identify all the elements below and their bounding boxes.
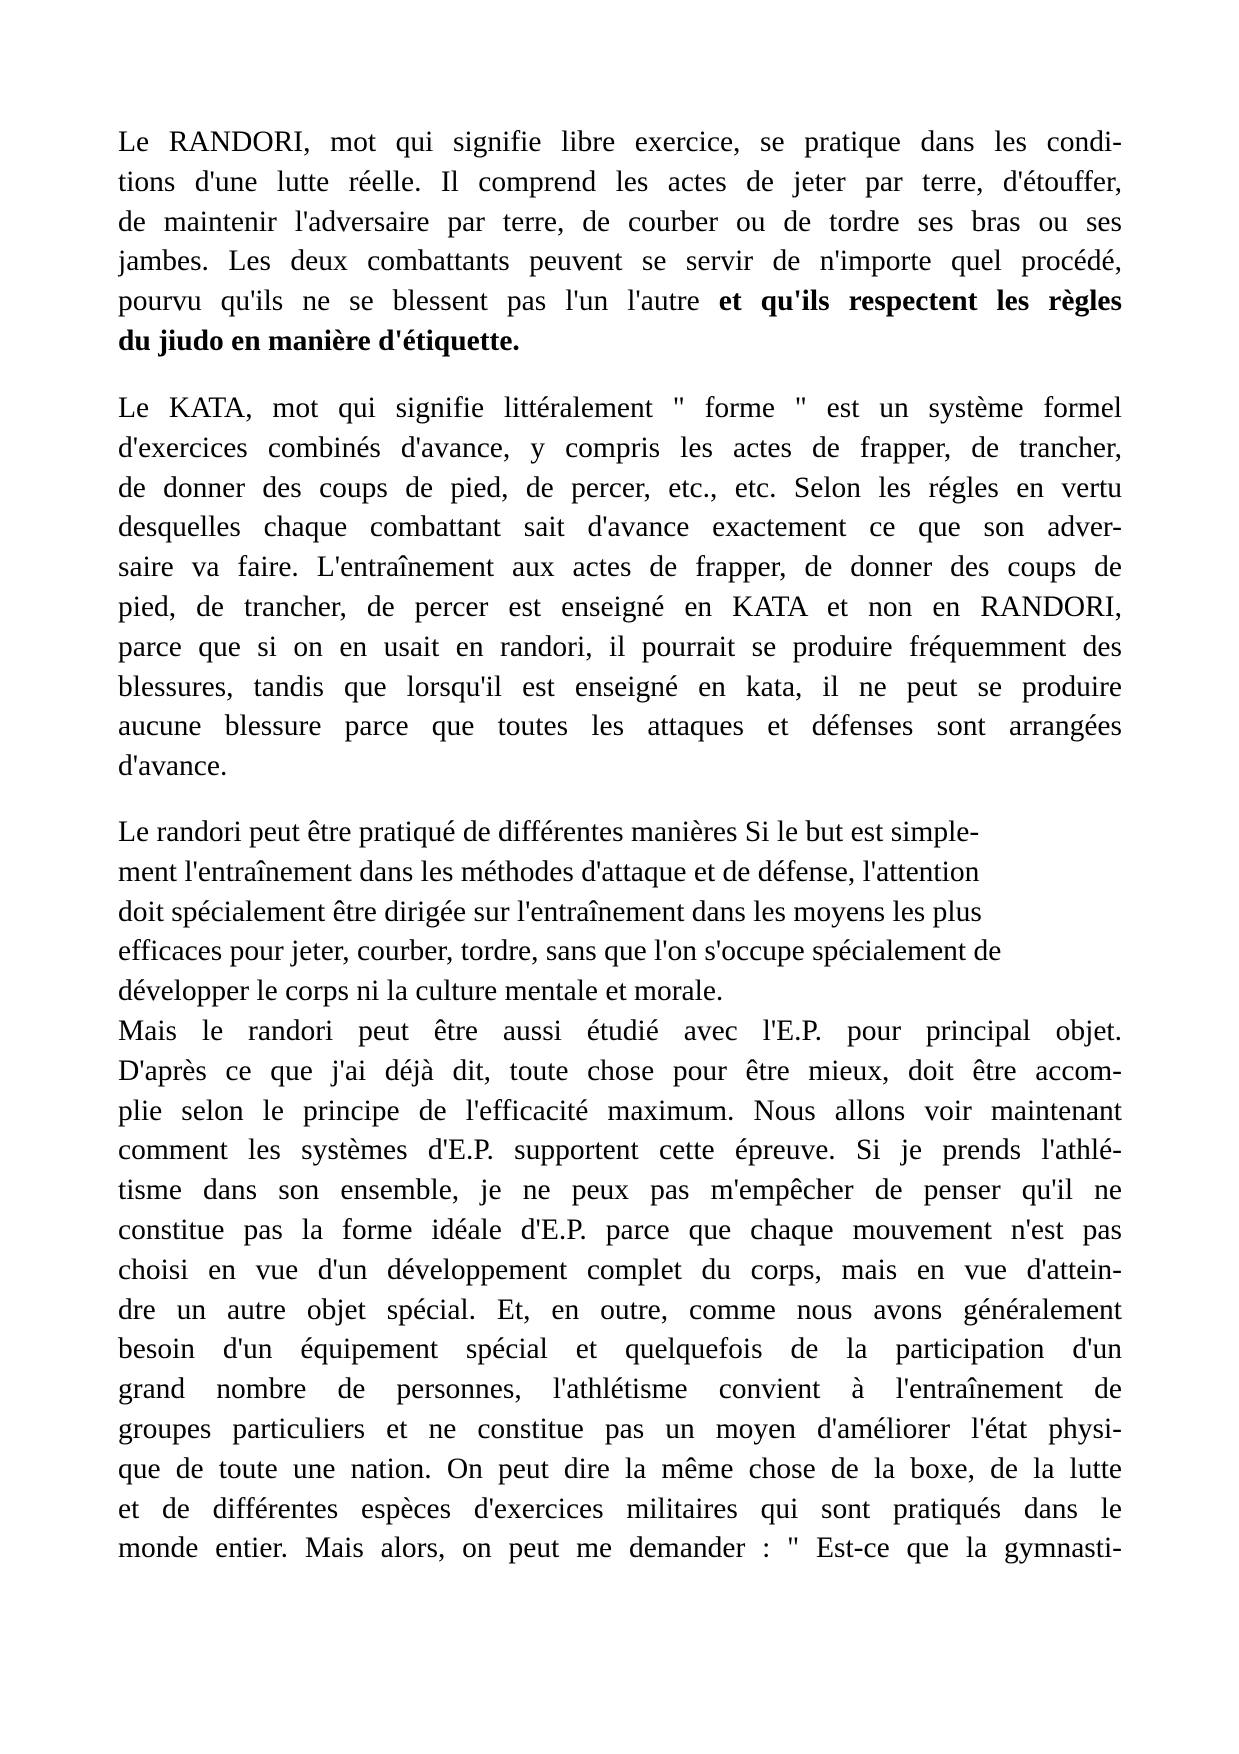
text-line (118, 1410, 1122, 1450)
text-line (118, 1211, 1122, 1251)
text-line (118, 389, 1122, 429)
text-line (118, 429, 1122, 469)
text-line (118, 1529, 1122, 1569)
text-line-content: monde entier. Mais alors, on peut me demander : " Est-ce que la gymnasti- (118, 1532, 1122, 1565)
text-line-content: Le randori peut être pratiqué de différentes manières Si le but est simple- (118, 816, 980, 848)
text-line (118, 469, 1122, 509)
text-line-content: pourvu qu'ils ne se blessent pas l'un l'autre (118, 285, 719, 318)
text-line (118, 1052, 1122, 1092)
text-line (118, 163, 1122, 203)
text-line-content: que de toute une nation. On peut dire la même chose de la boxe, de la lutte (118, 1452, 1122, 1485)
text-line (118, 1370, 1122, 1410)
bold-text: et qu'ils respectent les règles (718, 285, 1122, 318)
text-line (118, 707, 1122, 747)
text-line-content: comment les systèmes d'E.P. supportent cette épreuve. Si je prends l'athlé- (118, 1134, 1122, 1167)
text-line (118, 588, 1122, 628)
text-line-content: tions d'une lutte réelle. Il comprend les actes de jeter par terre, d'étouffer, (118, 165, 1122, 198)
text-line (118, 1012, 1122, 1052)
text-line-content: tisme dans son ensemble, je ne peux pas m'empêcher de penser qu'il ne (118, 1174, 1122, 1207)
text-line (118, 813, 1122, 853)
text-line (118, 1450, 1122, 1490)
text-line-content: Le RANDORI, mot qui signifie libre exercice, se pratique dans les condi- (118, 126, 1122, 158)
bold-text: du jiudo en manière d'étiquette. (118, 324, 520, 357)
text-line (118, 893, 1122, 933)
text-line-content: pied, de trancher, de percer est enseigné en KATA et non en RANDORI, (118, 590, 1122, 623)
text-line-content: d'exercices combinés d'avance, y compris les actes de frapper, de trancher, (118, 431, 1122, 464)
text-line (118, 548, 1122, 588)
text-line (118, 668, 1122, 708)
text-line (118, 1251, 1122, 1291)
text-line (118, 747, 1122, 787)
text-line (118, 1490, 1122, 1530)
text-line (118, 242, 1122, 282)
text-line-content: blessures, tandis que lorsqu'il est enseigné en kata, il ne peut se produire (118, 670, 1122, 703)
text-line-content: besoin d'un équipement spécial et quelquefois de la participation d'un (118, 1333, 1122, 1366)
text-line-content: aucune blessure parce que toutes les attaques et défenses sont arrangées (118, 710, 1122, 743)
text-line-content: développer le corps ni la culture mentale et morale. (118, 975, 724, 1008)
text-line-content: saire va faire. L'entraînement aux actes de frapper, de donner des coups de (118, 551, 1122, 584)
text-line-content: groupes particuliers et ne constitue pas un moyen d'améliorer l'état physi- (118, 1412, 1122, 1445)
text-line (118, 932, 1122, 972)
text-line (118, 203, 1122, 243)
text-line-content: Mais le randori peut être aussi étudié avec l'E.P. pour principal objet. (118, 1014, 1122, 1047)
text-line-content: de donner des coups de pied, de percer, etc., etc. Selon les régles en vertu (118, 471, 1122, 504)
text-line-content: parce que si on en usait en randori, il pourrait se produire fréquemment des (118, 630, 1122, 663)
text-line-content: choisi en vue d'un développement complet du corps, mais en vue d'attein- (118, 1253, 1122, 1286)
text-line (118, 853, 1122, 893)
text-line-content: D'après ce que j'ai déjà dit, toute chose pour être mieux, doit être accom- (118, 1054, 1122, 1087)
text-line (118, 1092, 1122, 1132)
text-line (118, 1291, 1122, 1331)
text-line-content: jambes. Les deux combattants peuvent se servir de n'importe quel procédé, (118, 245, 1122, 278)
paragraph-randori-definition (118, 123, 1122, 362)
text-line (118, 972, 1122, 1012)
text-line-content: ment l'entraînement dans les méthodes d'attaque et de défense, l'attention (118, 855, 980, 888)
text-line (118, 322, 1122, 362)
text-line-content: d'avance. (118, 750, 228, 783)
text-line (118, 1171, 1122, 1211)
text-line-content: dre un autre objet spécial. Et, en outre, comme nous avons généralement (118, 1293, 1122, 1326)
text-line-content: desquelles chaque combattant sait d'avance exactement ce que son adver- (118, 511, 1122, 544)
text-line (118, 1330, 1122, 1370)
text-line-content: Le KATA, mot qui signifie littéralement " forme " est un système formel (118, 392, 1122, 424)
paragraph-randori-practice (118, 813, 1122, 1569)
text-line (118, 508, 1122, 548)
text-line-content: de maintenir l'adversaire par terre, de courber ou de tordre ses bras ou ses (118, 205, 1122, 238)
text-line (118, 1131, 1122, 1171)
text-line-content: plie selon le principe de l'efficacité maximum. Nous allons voir maintenant (118, 1094, 1122, 1127)
text-line (118, 123, 1122, 163)
text-line (118, 282, 1122, 322)
text-line-content: efficaces pour jeter, courber, tordre, sans que l'on s'occupe spécialement de (118, 935, 1002, 968)
paragraph-kata-definition (118, 389, 1122, 787)
text-line-content: et de différentes espèces d'exercices militaires qui sont pratiqués dans le (118, 1492, 1122, 1525)
text-line-content: constitue pas la forme idéale d'E.P. parce que chaque mouvement n'est pas (118, 1213, 1122, 1246)
text-line-content: grand nombre de personnes, l'athlétisme convient à l'entraînement de (118, 1373, 1122, 1406)
text-line-content: doit spécialement être dirigée sur l'entraînement dans les moyens les plus (118, 895, 982, 928)
text-line (118, 628, 1122, 668)
